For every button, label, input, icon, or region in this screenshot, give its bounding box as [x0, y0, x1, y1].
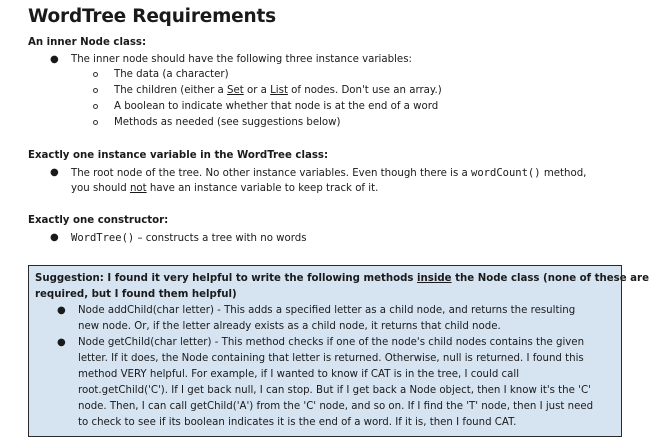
sub-bullet-icon — [93, 88, 98, 93]
section-heading-constructor: Exactly one constructor: — [28, 215, 169, 226]
suggestion-item-getchild-continuation: root.getChild('C'). If I get back null, I can stop. But if I get back a Node object, then I know it's the 'C' — [78, 385, 591, 396]
bullet-icon: ● — [57, 337, 66, 348]
suggestion-title-continuation: required, but I found them helpful) — [35, 289, 237, 300]
bullet-icon: ● — [50, 54, 59, 65]
sub-list-item-data: The data (a character) — [114, 69, 229, 80]
section-heading-inner-node: An inner Node class: — [28, 37, 147, 48]
sub-list-item-children: The children (either a Set or a List of nodes. Don't use an array.) — [114, 85, 442, 96]
list-item: The root node of the tree. No other instance variables. Even though there is a wordCount() method, — [71, 167, 587, 179]
list-item: WordTree() – constructs a tree with no words — [71, 232, 307, 244]
suggestion-item-getchild-continuation: to check to see if its boolean indicates it is the end of a word. If it is, then I found CAT. — [78, 417, 517, 428]
sub-list-item-boolean: A boolean to indicate whether that node is at the end of a word — [114, 101, 439, 112]
bullet-icon: ● — [57, 305, 66, 316]
suggestion-item-getchild: Node getChild(char letter) - This method checks if one of the node's child nodes contains the given — [78, 337, 585, 348]
suggestion-item-getchild-continuation: letter. If it does, the Node containing that letter is returned. Otherwise, null is returned. I found this — [78, 353, 584, 364]
sub-list-item-methods: Methods as needed (see suggestions below) — [114, 117, 341, 128]
list-item: The inner node should have the following three instance variables: — [71, 54, 412, 65]
sub-bullet-icon — [93, 104, 98, 109]
bullet-icon: ● — [50, 167, 59, 178]
sub-bullet-icon — [93, 120, 98, 125]
suggestion-item-getchild-continuation: method VERY helpful. For example, if I wanted to know if CAT is in the tree, I could call — [78, 369, 520, 380]
sub-bullet-icon — [93, 72, 98, 77]
suggestion-item-getchild-continuation: node. Then, I can call getChild('A') from the 'C' node, and so on. If I find the 'T' node, then I just need — [78, 401, 594, 412]
suggestion-item-addchild: Node addChild(char letter) - This adds a specified letter as a child node, and returns the resulting — [78, 305, 576, 316]
bullet-icon: ● — [50, 232, 59, 243]
section-heading-instance-variable: Exactly one instance variable in the WordTree class: — [28, 150, 329, 161]
suggestion-item-addchild-continuation: new node. Or, if the letter already exists as a child node, it returns that child node. — [78, 321, 501, 332]
page-title: WordTree Requirements — [28, 6, 276, 27]
suggestion-title: Suggestion: I found it very helpful to write the following methods inside the Node class (none of these are — [35, 273, 649, 284]
list-item-continuation: you should not have an instance variable to keep track of it. — [71, 183, 379, 194]
